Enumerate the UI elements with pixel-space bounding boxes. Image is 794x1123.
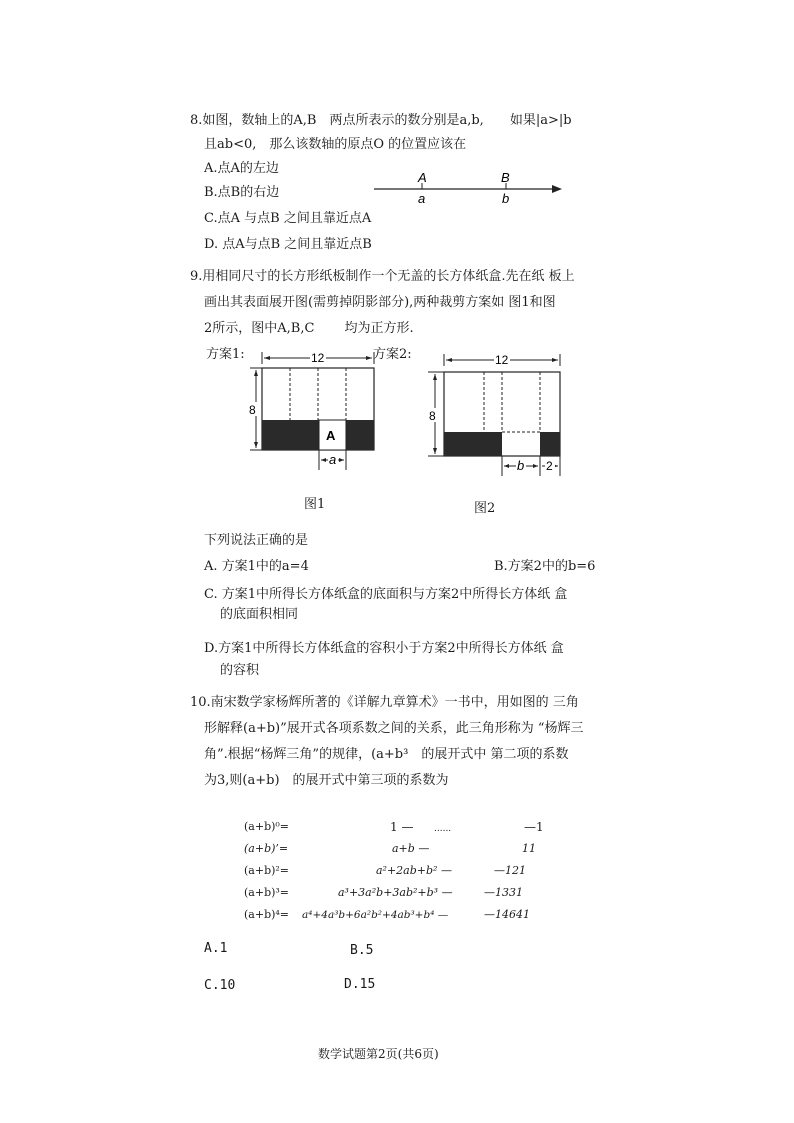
- q8-option-b: B.点B的右边: [204, 185, 280, 200]
- fig2-shaded-left: [444, 432, 502, 456]
- triangle-row-2-expansion: a²+2ab+b² —: [376, 864, 452, 877]
- triangle-row-0-dots: ......: [434, 824, 452, 834]
- figure-2: [428, 352, 564, 480]
- q9-option-b: B.方案2中的b=6: [494, 559, 596, 574]
- fig2-caption: 图2: [474, 501, 496, 516]
- q9-stem-line2: 画出其表面展开图(需剪掉阴影部分),两种裁剪方案如 图1和图: [204, 295, 556, 310]
- fig2-width-label: 12: [495, 353, 509, 367]
- q10-stem-line1: 10.南宋数学家杨辉所著的《详解九章算术》一书中，用如图的 三角: [190, 695, 579, 710]
- fig2-2-dim-label: 2: [546, 459, 553, 473]
- label-point-b-lower: b: [502, 191, 510, 206]
- triangle-row-1-coef: 11: [522, 842, 536, 855]
- q9-prompt: 下列说法正确的是: [204, 533, 309, 548]
- fig1-square-label: A: [326, 428, 336, 443]
- number-line-arrow: [552, 185, 562, 193]
- label-point-a-upper: A: [418, 170, 427, 185]
- q10-option-a: A.1: [204, 941, 228, 956]
- q8-option-d: D. 点A与点B 之间且靠近点B: [204, 237, 372, 252]
- q9-option-c-line1: C. 方案1中所得长方体纸盒的底面积与方案2中所得长方体纸 盒: [204, 587, 568, 602]
- fig1-shaded-left: [262, 420, 319, 450]
- triangle-row-0-coef: —1: [524, 820, 544, 834]
- q10-stem-line4: 为3,则(a+b) 的展开式中第三项的系数为: [204, 773, 449, 788]
- fig2-height-label: 8: [429, 409, 436, 423]
- triangle-row-3-lhs: (a+b)³=: [244, 886, 290, 899]
- q9-stem-line1: 9.用相同尺寸的长方形纸板制作一个无盖的长方体纸盒.先在纸 板上: [190, 269, 575, 284]
- triangle-row-2-lhs: (a+b)²=: [244, 864, 290, 877]
- triangle-row-4-expansion: a⁴+4a³b+6a²b²+4ab³+b⁴ —: [302, 909, 449, 921]
- q9-option-d-line2: 的容积: [220, 663, 260, 678]
- fig1-scheme-label: 方案1:: [206, 347, 245, 362]
- q8-stem-line1: 8.如图，数轴上的A,B 两点所表示的数分别是a,b, 如果|a>|b: [190, 113, 572, 128]
- triangle-row-4-lhs: (a+b)⁴=: [244, 908, 290, 921]
- q9-option-c-line2: 的底面积相同: [220, 607, 299, 622]
- triangle-row-1-lhs: (a+b)’=: [244, 842, 289, 855]
- q10-stem-line3: 角”.根据“杨辉三角”的规律，(a+b³ 的展开式中 第二项的系数: [204, 747, 569, 762]
- q8-stem-line2: 且ab<0, 那么该数轴的原点O 的位置应该在: [204, 137, 467, 152]
- q9-stem-line3: 2所示，图中A,B,C 均为正方形.: [204, 321, 414, 336]
- fig1-caption: 图1: [304, 497, 326, 512]
- fig1-shaded-right: [346, 420, 374, 450]
- fig1-height-label: 8: [249, 403, 256, 417]
- figure-1: [246, 350, 378, 475]
- fig1-width-label: 12: [311, 351, 325, 365]
- triangle-row-4-coef: —14641: [484, 908, 530, 921]
- fig1-a-dim-label: a: [329, 452, 337, 467]
- q10-option-b: B.5: [350, 943, 374, 958]
- q9-option-a: A. 方案1中的a=4: [204, 559, 309, 574]
- number-line-figure: [370, 168, 570, 208]
- q8-option-c: C.点A 与点B 之间且靠近点A: [204, 211, 372, 226]
- fig2-b-dim-label: b: [517, 458, 525, 473]
- triangle-row-0-lhs: (a+b)⁰=: [244, 820, 290, 833]
- fig2-scheme-label: 方案2:: [373, 347, 412, 362]
- label-point-a-lower: a: [418, 191, 426, 206]
- label-point-b-upper: B: [501, 170, 510, 185]
- q9-option-d-line1: D.方案1中所得长方体纸盒的容积小于方案2中所得长方体纸 盒: [204, 641, 564, 656]
- q8-option-a: A.点A的左边: [204, 161, 279, 176]
- q10-option-c: C.10: [204, 978, 236, 993]
- q10-option-d: D.15: [344, 977, 376, 992]
- triangle-row-3-expansion: a³+3a²b+3ab²+b³ —: [338, 886, 453, 899]
- triangle-row-2-coef: —121: [494, 864, 526, 877]
- triangle-row-3-coef: —1331: [484, 886, 523, 899]
- fig2-shaded-right: [540, 432, 560, 456]
- page-footer: 数学试题第2页(共6页): [318, 1047, 439, 1061]
- q10-stem-line2: 形解释(a+b)”展开式各项系数之间的关系，此三角形称为 “杨辉三: [204, 721, 584, 736]
- triangle-row-1-expansion: a+b —: [392, 842, 430, 855]
- triangle-row-0-expansion: 1 —: [390, 820, 414, 834]
